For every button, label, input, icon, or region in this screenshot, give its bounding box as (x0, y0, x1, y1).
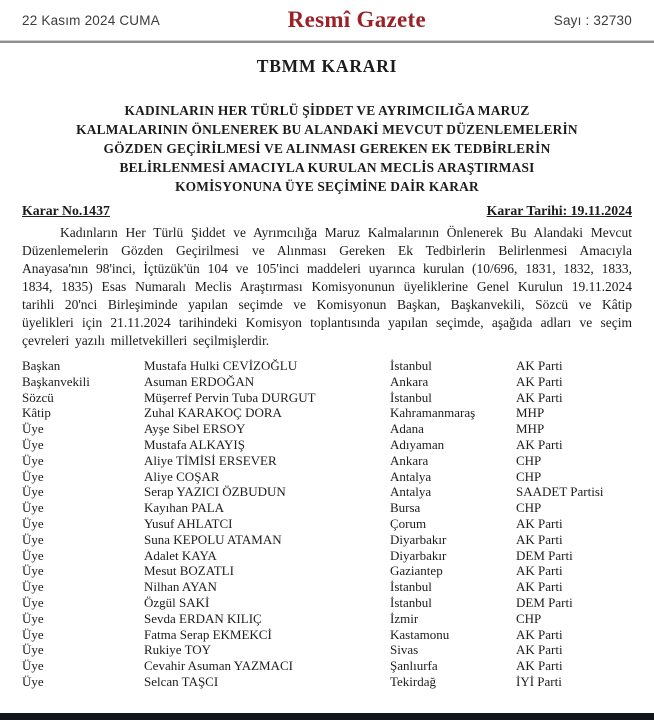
member-city: Diyarbakır (390, 531, 447, 547)
decision-title (0, 101, 654, 196)
member-role: Üye (22, 515, 44, 531)
member-city: Adana (390, 421, 424, 437)
masthead-date: 22 Kasım 2024 CUMA (22, 12, 160, 28)
member-name: Mustafa ALKAYIŞ (144, 436, 245, 452)
member-role: Üye (22, 531, 44, 547)
member-city: Ankara (390, 373, 429, 389)
member-role: Üye (22, 421, 44, 437)
member-party: İYİ Parti (516, 673, 562, 689)
member-party: CHP (516, 468, 542, 484)
member-city: Adıyaman (390, 436, 445, 452)
member-name: Aliye TİMİSİ ERSEVER (144, 452, 277, 468)
masthead (0, 0, 654, 38)
member-party: AK Parti (516, 373, 563, 389)
member-row (22, 674, 632, 690)
masthead-issue-number: Sayı : 32730 (553, 12, 632, 28)
member-name: Aliye COŞAR (144, 468, 220, 484)
member-city: Tekirdağ (390, 673, 437, 689)
member-role: Üye (22, 673, 44, 689)
decision-title-line: KADINLARIN HER TÜRLÜ ŞİDDET VE AYRIMCILIĞA MARUZ (124, 103, 530, 118)
member-row (22, 532, 632, 548)
member-party: AK Parti (516, 515, 563, 531)
member-party: AK Parti (516, 358, 563, 373)
member-role: Üye (22, 594, 44, 610)
member-city: Antalya (390, 468, 432, 484)
member-party: AK Parti (516, 531, 563, 547)
member-name: Asuman ERDOĞAN (144, 373, 255, 389)
member-row (22, 563, 632, 579)
member-role: Üye (22, 579, 44, 595)
member-city: Antalya (390, 484, 432, 500)
member-party: SAADET Partisi (516, 484, 604, 500)
member-name: Nilhan AYAN (144, 579, 217, 595)
member-role: Başkanvekili (22, 373, 90, 389)
decision-title-line: KOMİSYONUNA ÜYE SEÇİMİNE DAİR KARAR (175, 179, 479, 194)
member-name: Özgül SAKİ (144, 594, 210, 610)
member-name: Suna KEPOLU ATAMAN (144, 531, 282, 547)
member-city: Çorum (390, 515, 427, 531)
member-name: Adalet KAYA (144, 547, 217, 563)
member-party: CHP (516, 500, 542, 516)
member-city: Kahramanmaraş (390, 405, 476, 421)
member-party: AK Parti (516, 436, 563, 452)
member-name: Cevahir Asuman YAZMACI (144, 658, 294, 674)
member-name: Kayıhan PALA (144, 500, 225, 516)
member-party: AK Parti (516, 389, 563, 405)
member-role: Üye (22, 436, 44, 452)
member-name: Rukiye TOY (144, 642, 212, 658)
member-name: Ayşe Sibel ERSOY (144, 421, 246, 437)
member-party: MHP (516, 405, 545, 421)
member-party: DEM Parti (516, 547, 573, 563)
member-city: İstanbul (390, 579, 432, 595)
member-role: Üye (22, 626, 44, 642)
member-row (22, 595, 632, 611)
member-city: İstanbul (390, 389, 432, 405)
member-city: İstanbul (390, 358, 432, 373)
scan-bottom-bar (0, 713, 654, 720)
member-row (22, 374, 632, 390)
member-role: Üye (22, 563, 44, 579)
section-title: TBMM KARARI (256, 56, 398, 76)
member-row (22, 484, 632, 500)
member-party: DEM Parti (516, 594, 573, 610)
member-role: Üye (22, 547, 44, 563)
member-row (22, 437, 632, 453)
member-row (22, 500, 632, 516)
member-row (22, 579, 632, 595)
decision-title-line: KALMALARININ ÖNLENEREK BU ALANDAKİ MEVCUT DÜZENLEMELERİN (76, 122, 578, 137)
decision-title-line: BELİRLENMESİ AMACIYLA KURULAN MECLİS ARAŞTIRMASI (119, 160, 535, 175)
member-role: Üye (22, 642, 44, 658)
decision-date: Karar Tarihi: 19.11.2024 (486, 203, 632, 218)
member-row (22, 469, 632, 485)
member-name: Fatma Serap EKMEKCİ (144, 626, 272, 642)
member-name: Selcan TAŞCI (144, 673, 219, 689)
member-name: Zuhal KARAKOÇ DORA (144, 405, 282, 421)
member-role: Üye (22, 484, 44, 500)
member-name: Sevda ERDAN KILIÇ (144, 610, 262, 626)
member-role: Üye (22, 658, 44, 674)
member-name: Serap YAZICI ÖZBUDUN (144, 484, 286, 500)
member-role: Sözcü (22, 389, 54, 405)
member-party: AK Parti (516, 642, 563, 658)
member-role: Başkan (22, 358, 61, 373)
member-city: Kastamonu (390, 626, 450, 642)
member-role: Kâtip (22, 405, 51, 421)
member-row (22, 611, 632, 627)
member-row (22, 358, 632, 374)
member-city: Ankara (390, 452, 429, 468)
member-row (22, 453, 632, 469)
member-row (22, 516, 632, 532)
member-role: Üye (22, 610, 44, 626)
decision-title-line: GÖZDEN GEÇİRİLMESİ VE ALINMASI GEREKEN EK TEDBİRLERİN (103, 141, 551, 156)
member-party: CHP (516, 610, 542, 626)
member-row (22, 421, 632, 437)
members-table (22, 358, 632, 690)
member-row (22, 627, 632, 643)
member-row (22, 658, 632, 674)
member-name: Mustafa Hulki CEVİZOĞLU (144, 358, 298, 373)
member-party: AK Parti (516, 626, 563, 642)
member-party: CHP (516, 452, 542, 468)
member-party: MHP (516, 421, 545, 437)
member-row (22, 548, 632, 564)
member-party: AK Parti (516, 579, 563, 595)
member-city: Diyarbakır (390, 547, 447, 563)
member-city: Gaziantep (390, 563, 443, 579)
decision-meta-row (0, 203, 654, 219)
member-city: Sivas (390, 642, 419, 658)
gazette-title: Resmî Gazete (287, 7, 427, 32)
member-row (22, 405, 632, 421)
member-city: İzmir (390, 610, 419, 626)
member-role: Üye (22, 452, 44, 468)
member-party: AK Parti (516, 563, 563, 579)
member-role: Üye (22, 500, 44, 516)
member-name: Yusuf AHLATCI (144, 515, 233, 531)
masthead-divider (0, 40, 654, 43)
member-city: İstanbul (390, 594, 432, 610)
member-name: Mesut BOZATLI (144, 563, 234, 579)
member-role: Üye (22, 468, 44, 484)
decision-body-paragraph: Kadınların Her Türlü Şiddet ve Ayrımcılığa Maruz Kalmalarının Önlenerek Bu Alandaki Mevcut Düzenlemelerin Gözden Geçirilmesi ve Alınması Gereken Ek Tedbirlerin Belirlenmesi Amacıyla Anayasa'nın 98'inci, İçtüzük'ün 104 ve 105'inci maddeleri uyarınca kurulan (10/696, 1831, 1832, 1833, 1834, 1835) Esas Numaralı Meclis Araştırması Komisyonunun üyeliklerine Genel Kurulun 19.11.2024 tarihli 20'nci Birleşiminde yapılan seçimde ve Komisyonun Başkan, Başkanvekili, Sözcü ve Kâtip üyelikleri için 21.11.2024 tarihindeki Komisyon toplantısında yapılan seçimde, aşağıda adları ve seçim çevreleri yazılı milletvekilleri seçilmişlerdir. (22, 225, 632, 348)
member-row (22, 390, 632, 406)
member-city: Şanlıurfa (390, 658, 438, 674)
decision-number: Karar No.1437 (22, 203, 110, 218)
member-city: Bursa (390, 500, 421, 516)
member-party: AK Parti (516, 658, 563, 674)
member-name: Müşerref Pervin Tuba DURGUT (144, 389, 316, 405)
member-row (22, 642, 632, 658)
